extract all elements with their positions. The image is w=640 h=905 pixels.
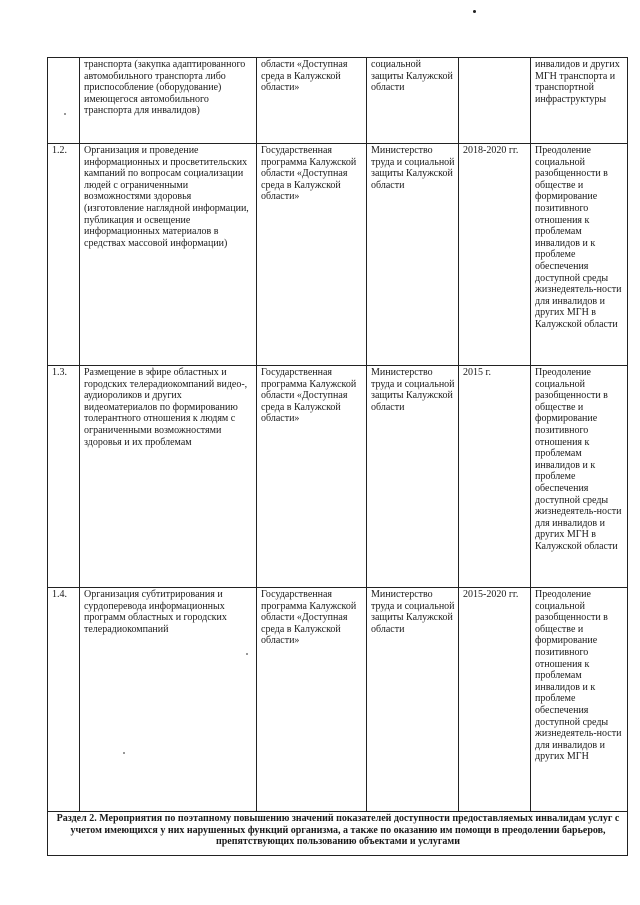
- executor: Министерство труда и социальной защиты Калужской области: [367, 588, 459, 812]
- program-name: области «Доступная среда в Калужской области»: [257, 58, 367, 144]
- executor: социальной защиты Калужской области: [367, 58, 459, 144]
- term: 2015 г.: [459, 366, 531, 588]
- table-row: [48, 144, 628, 366]
- row-number: 1.3.: [48, 366, 80, 588]
- measure-name: Размещение в эфире областных и городских телерадиокомпаний видео-, аудиороликов и других видеоматериалов по формированию толерантного отношения к людям с ограниченными возможностями здоровья и их проблемам: [80, 366, 257, 588]
- section-row: [48, 812, 628, 856]
- expected-result: Преодоление социальной разобщенности в обществе и формирование позитивного отношения к проблемам инвалидов и к проблеме обеспечения доступной среды жизнедеятель-ности для инвалидов и других МГН в Калужской области: [531, 366, 628, 588]
- table-row: [48, 58, 628, 144]
- table-row: [48, 588, 628, 812]
- term: 2015-2020 гг.: [459, 588, 531, 812]
- row-number: 1.4.: [48, 588, 80, 812]
- measure-name: Организация субтитрирования и сурдоперевода информационных программ областных и городских телерадиокомпаний: [80, 588, 257, 812]
- program-name: Государственная программа Калужской области «Доступная среда в Калужской области»: [257, 588, 367, 812]
- scan-speck: [246, 653, 248, 655]
- scan-speck: [64, 113, 66, 115]
- term: [459, 58, 531, 144]
- scan-speck: [123, 752, 125, 754]
- program-name: Государственная программа Калужской области «Доступная среда в Калужской области»: [257, 144, 367, 366]
- expected-result: инвалидов и других МГН транспорта и транспортной инфраструктуры: [531, 58, 628, 144]
- executor: Министерство труда и социальной защиты Калужской области: [367, 144, 459, 366]
- page-mark: [473, 10, 476, 13]
- row-number: [48, 58, 80, 144]
- term: 2018-2020 гг.: [459, 144, 531, 366]
- measure-name: Организация и проведение информационных и просветительских кампаний по вопросам социализации людей с ограниченными возможностями здоровья (изготовление наглядной информации, публикация и освещение информационных материалов в средствах массовой информации): [80, 144, 257, 366]
- expected-result: Преодоление социальной разобщенности в обществе и формирование позитивного отношения к проблемам инвалидов и к проблеме обеспечения доступной среды жизнедеятель-ности для инвалидов и других МГН: [531, 588, 628, 812]
- row-number: 1.2.: [48, 144, 80, 366]
- measure-name: транспорта (закупка адаптированного автомобильного транспорта либо приспособление (оборудование) имеющегося автомобильного транспорта для инвалидов): [80, 58, 257, 144]
- table-row: [48, 366, 628, 588]
- section-heading: Раздел 2. Мероприятия по поэтапному повышению значений показателей доступности предоставляемых инвалидам услуг с учетом имеющихся у них нарушенных функций организма, а также по оказанию им помощи в преодолении барьеров, препятствующих пользованию объектами и услугами: [48, 812, 628, 856]
- expected-result: Преодоление социальной разобщенности в обществе и формирование позитивного отношения к проблемам инвалидов и к проблеме обеспечения доступной среды жизнедеятель-ности для инвалидов и других МГН в Калужской области: [531, 144, 628, 366]
- measures-table: [47, 57, 628, 856]
- program-name: Государственная программа Калужской области «Доступная среда в Калужской области»: [257, 366, 367, 588]
- executor: Министерство труда и социальной защиты Калужской области: [367, 366, 459, 588]
